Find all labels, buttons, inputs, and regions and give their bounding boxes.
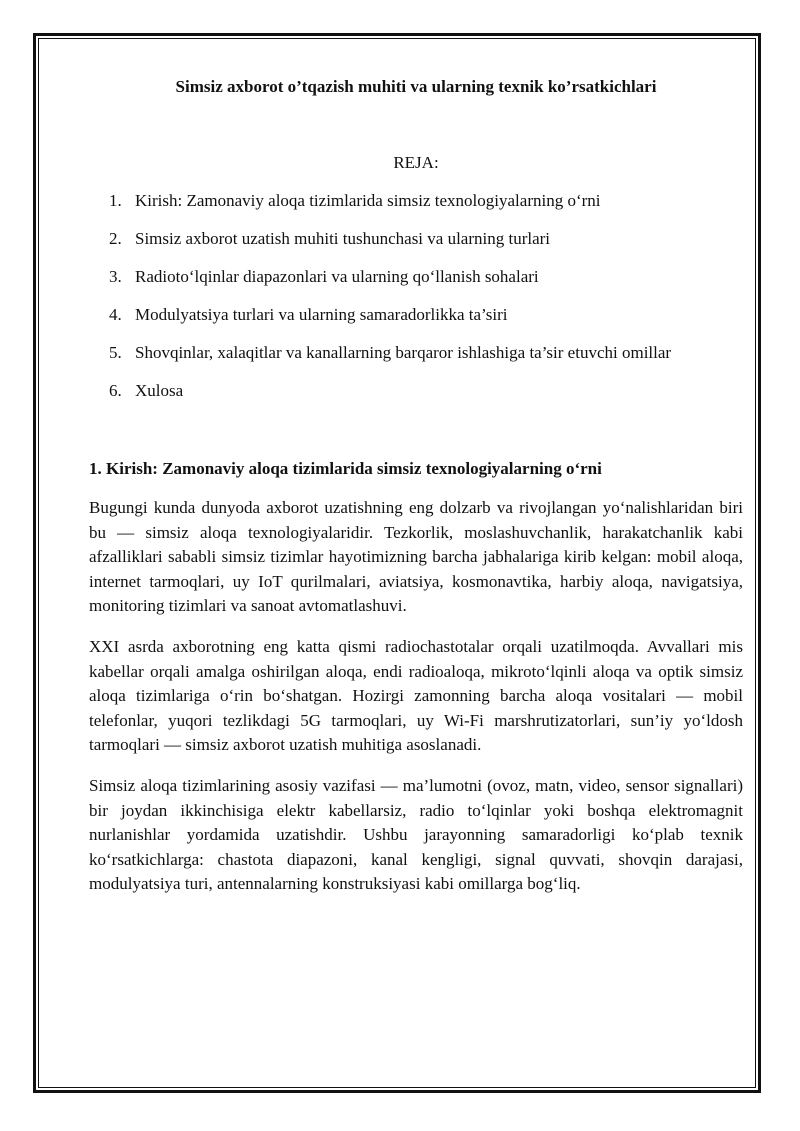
body-paragraph: Bugungi kunda dunyoda axborot uzatishning eng dolzarb va rivojlangan yo‘nalishlaridan biri bu — simsiz aloqa texnologiyalaridir. Tezkorlik, moslashuvchanlik, harakatchanlik kabi afzalliklari sababli simsiz tizimlar hayotimizning barcha jabhalariga kirib kelgan: mobil aloqa, internet tarmoqlari, uy IoT qurilmalari, aviatsiya, kosmonavtika, harbiy aloqa, navigatsiya, monitoring tizimlari va sanoat avtomatlashuvi. [89,498,743,616]
plan-item [89,342,743,380]
plan-item-text: Modulyatsiya turlari va ularning samaradorlikka ta’siri [135,305,508,324]
plan-item-number: 2. [109,229,122,248]
body-paragraph: XXI asrda axborotning eng katta qismi radiochastotalar orqali uzatilmoqda. Avvallari mis kabellar orqali amalga oshirilgan aloqa, endi radioaloqa, mikroto‘lqinli aloqa va optik simsiz aloqa tizimlariga o‘rin bo‘shatgan. Hozirgi zamonning barcha aloqa vositalari — mobil telefonlar, yuqori tezlikdagi 5G tarmoqlari, uy Wi-Fi marshrutizatorlari, sun’iy yo‘ldosh tarmoqlari — simsiz axborot uzatish muhitiga asoslanadi. [89,636,743,755]
plan-item-number: 4. [109,305,122,324]
plan-item-number: 5. [109,343,122,362]
plan-item [89,228,743,266]
plan-item-text: Xulosa [135,381,184,400]
plan-heading: REJA: [393,153,439,172]
plan-item-number: 6. [109,381,122,400]
document-content [89,76,743,894]
plan-item [89,380,743,418]
plan-item-number: 1. [109,191,122,210]
plan-item-number: 3. [109,267,122,286]
body-paragraph: Simsiz aloqa tizimlarining asosiy vazifasi — ma’lumotni (ovoz, matn, video, sensor signallari) bir joydan ikkinchisiga elektr kabellarsiz, radio to‘lqinlar yoki boshqa elektromagnit nurlanishlar yordamida uzatishdir. Ushbu jarayonning samaradorligi ko‘plab texnik ko‘rsatkichlarga: chastota diapazoni, kanal kengligi, signal quvvati, shovqin darajasi, modulyatsiya turi, antennalarning konstruksiyasi kabi omillarga bog‘liq. [89,775,743,894]
document-title: Simsiz axborot o’tqazish muhiti va ularning texnik ko’rsatkichlari [175,77,657,96]
plan-item [89,266,743,304]
plan-list [89,190,743,418]
plan-item-text: Shovqinlar, xalaqitlar va kanallarning barqaror ishlashiga ta’sir etuvchi omillar [135,343,672,362]
plan-item [89,304,743,342]
plan-item-text: Simsiz axborot uzatish muhiti tushunchasi va ularning turlari [135,229,551,248]
plan-item-text: Radioto‘lqinlar diapazonlari va ularning qo‘llanish sohalari [135,267,539,286]
plan-item [89,190,743,228]
section-heading: 1. Kirish: Zamonaviy aloqa tizimlarida simsiz texnologiyalarning o‘rni [89,459,602,478]
section-body [89,496,743,913]
plan-item-text: Kirish: Zamonaviy aloqa tizimlarida simsiz texnologiyalarning o‘rni [135,191,601,210]
